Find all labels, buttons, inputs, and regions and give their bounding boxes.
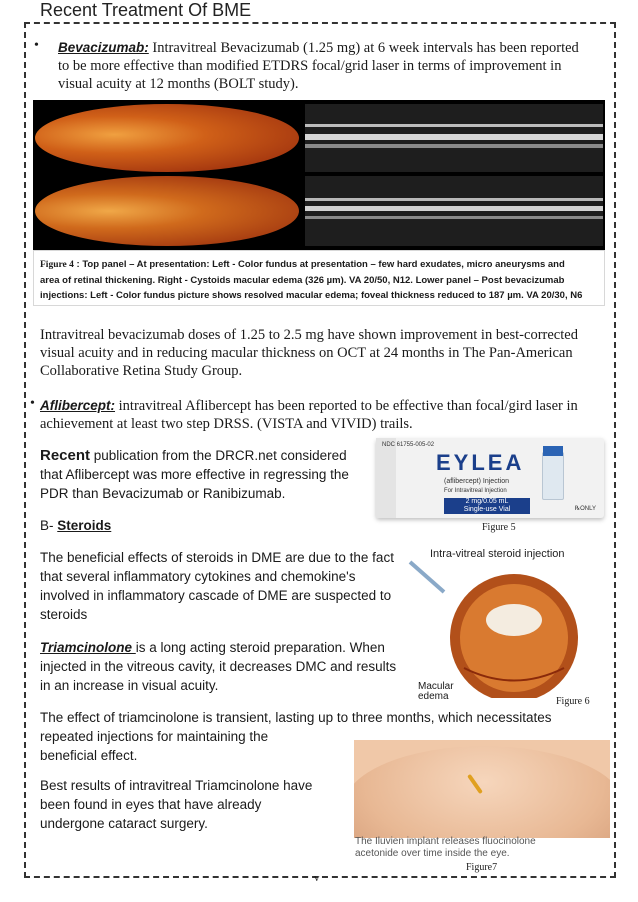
best-results-line2: been found in eyes that have already xyxy=(40,797,262,812)
recent-paragraph xyxy=(40,446,370,503)
transient-line2: repeated injections for maintaining the xyxy=(40,729,269,744)
bevacizumab-line2: to be more effective than modified ETDRS focal/grid laser in terms of improvement in xyxy=(58,58,562,74)
figure-4-caption-line3: injections: Left - Color fundus picture shows resolved macular edema; foveal thickness reduced to 187 µm. VA 20/30, N6 xyxy=(40,290,583,301)
bevacizumab-paragraph xyxy=(58,38,608,93)
triamcinolone-line1: is a long acting steroid preparation. When xyxy=(135,640,385,655)
eylea-dose2: Single-use Vial xyxy=(463,506,511,513)
eylea-dose-badge xyxy=(444,498,530,514)
best-results-line1: Best results of intravitreal Triamcinolone have xyxy=(40,778,313,793)
eylea-ndc: NDC 61755-005-02 xyxy=(382,442,435,448)
figure-4-label: Figure 4 xyxy=(40,260,74,270)
triamcinolone-term: Triamcinolone xyxy=(40,640,136,655)
figure-7-caption2: acetonide over time inside the eye. xyxy=(355,848,510,859)
bevacizumab-term: Bevacizumab: xyxy=(58,40,149,55)
macular-annotation2: edema xyxy=(418,691,449,702)
steroids-paragraph xyxy=(40,548,410,624)
triamcinolone-line2: injected in the vitreous cavity, it decreases DMC and results xyxy=(40,659,397,674)
eylea-sub1: (aflibercept) Injection xyxy=(444,478,509,485)
best-results-paragraph xyxy=(40,776,350,833)
steroids-line3: involved in inflammatory cascade of DME are suspected to xyxy=(40,588,392,603)
triamcinolone-paragraph xyxy=(40,638,410,695)
eyeball-interior xyxy=(460,584,568,692)
figure-7-caption1: The Iluvien implant releases fluocinolone xyxy=(355,836,536,847)
aflibercept-line2: achievement at least two step DRSS. (VISTA and VIVID) trails. xyxy=(40,416,413,432)
figure-4-image xyxy=(33,100,605,250)
figure-4-caption xyxy=(33,250,605,306)
eylea-box-image xyxy=(376,438,604,518)
eylea-box-side xyxy=(376,438,396,518)
steroids-heading-row xyxy=(40,516,111,535)
triamcinolone-line3: in an increase in visual acuity. xyxy=(40,678,219,693)
aflibercept-paragraph xyxy=(40,396,608,433)
oct-top-image xyxy=(305,104,603,172)
figure-7-image xyxy=(354,740,610,838)
doses-line1: Intravitreal bevacizumab doses of 1.25 to 2.5 mg have shown improvement in best-corrected xyxy=(40,327,578,343)
bevacizumab-line1: Intravitreal Bevacizumab (1.25 mg) at 6 week intervals has been reported xyxy=(148,40,579,56)
recent-line3: PDR than Bevacizumab or Ranibizumab. xyxy=(40,486,286,501)
aflibercept-line1: intravitreal Aflibercept has been reported to be effective than focal/gird laser in xyxy=(115,398,578,414)
figure-5-label: Figure 5 xyxy=(482,522,516,533)
figure-4-caption-line1: : Top panel – At presentation: Left - Color fundus at presentation – few hard exudates, micro aneurysms and xyxy=(73,259,565,270)
steroids-line2: that several inflammatory cytokines and chemokine's xyxy=(40,569,356,584)
recent-line1: publication from the DRCR.net considered xyxy=(90,448,347,463)
page-title: Recent Treatment Of BME xyxy=(40,0,252,20)
eylea-dose1: 2 mg/0.05 mL xyxy=(465,498,509,505)
page-number: v xyxy=(314,872,320,884)
macular-annotation1: Macular xyxy=(418,681,454,692)
steroids-line4: steroids xyxy=(40,607,88,622)
eylea-brand: EYLEA xyxy=(436,450,525,475)
steroid-deposit xyxy=(486,604,542,636)
syringe-needle xyxy=(410,562,444,592)
figure-4-caption-line2: area of retinal thickening. Right - Cystoids macular edema (326 µm). VA 20/50, N12. Lower panel – Post bevacizumab xyxy=(40,275,565,286)
transient-line1: The effect of triamcinolone is transient, lasting up to three months, which necessitates xyxy=(40,710,552,725)
doses-line3: Collaborative Retina Study Group. xyxy=(40,363,243,379)
bevacizumab-line3: visual acuity at 12 months (BOLT study). xyxy=(58,76,299,92)
doses-line2: visual acuity and in reducing macular thickness on OCT at 24 months in The Pan-American xyxy=(40,345,573,361)
eylea-vial xyxy=(542,452,564,500)
steroids-heading: Steroids xyxy=(57,518,112,533)
figure-7-label: Figure7 xyxy=(466,862,498,873)
macular-edema-annotation xyxy=(418,682,454,702)
transient-line3: beneficial effect. xyxy=(40,748,138,763)
eylea-sub2: For Intravitreal Injection xyxy=(444,488,507,494)
oct-bottom-image xyxy=(305,176,603,246)
steroids-line1: The beneficial effects of steroids in DME are due to the fact xyxy=(40,550,394,565)
aflibercept-term: Aflibercept: xyxy=(40,398,116,413)
bullet-icon: • xyxy=(34,38,39,53)
recent-lead: Recent xyxy=(40,447,91,464)
figure-6-title: Intra-vitreal steroid injection xyxy=(430,548,565,560)
bullet-icon: • xyxy=(30,396,35,411)
recent-line2: that Aflibercept was more effective in regressing the xyxy=(40,467,349,482)
best-results-line3: undergone cataract surgery. xyxy=(40,816,208,831)
doses-paragraph xyxy=(40,326,608,380)
eylea-rx: ℞ONLY xyxy=(574,506,596,512)
figure-6-label: Figure 6 xyxy=(556,696,590,707)
steroids-prefix: B- xyxy=(40,518,58,533)
eye-cross-section-svg xyxy=(404,548,606,698)
figure-7-caption xyxy=(355,836,536,860)
eylea-vial-cap xyxy=(543,446,563,456)
fundus-bottom-image xyxy=(35,176,299,246)
fundus-top-image xyxy=(35,104,299,172)
